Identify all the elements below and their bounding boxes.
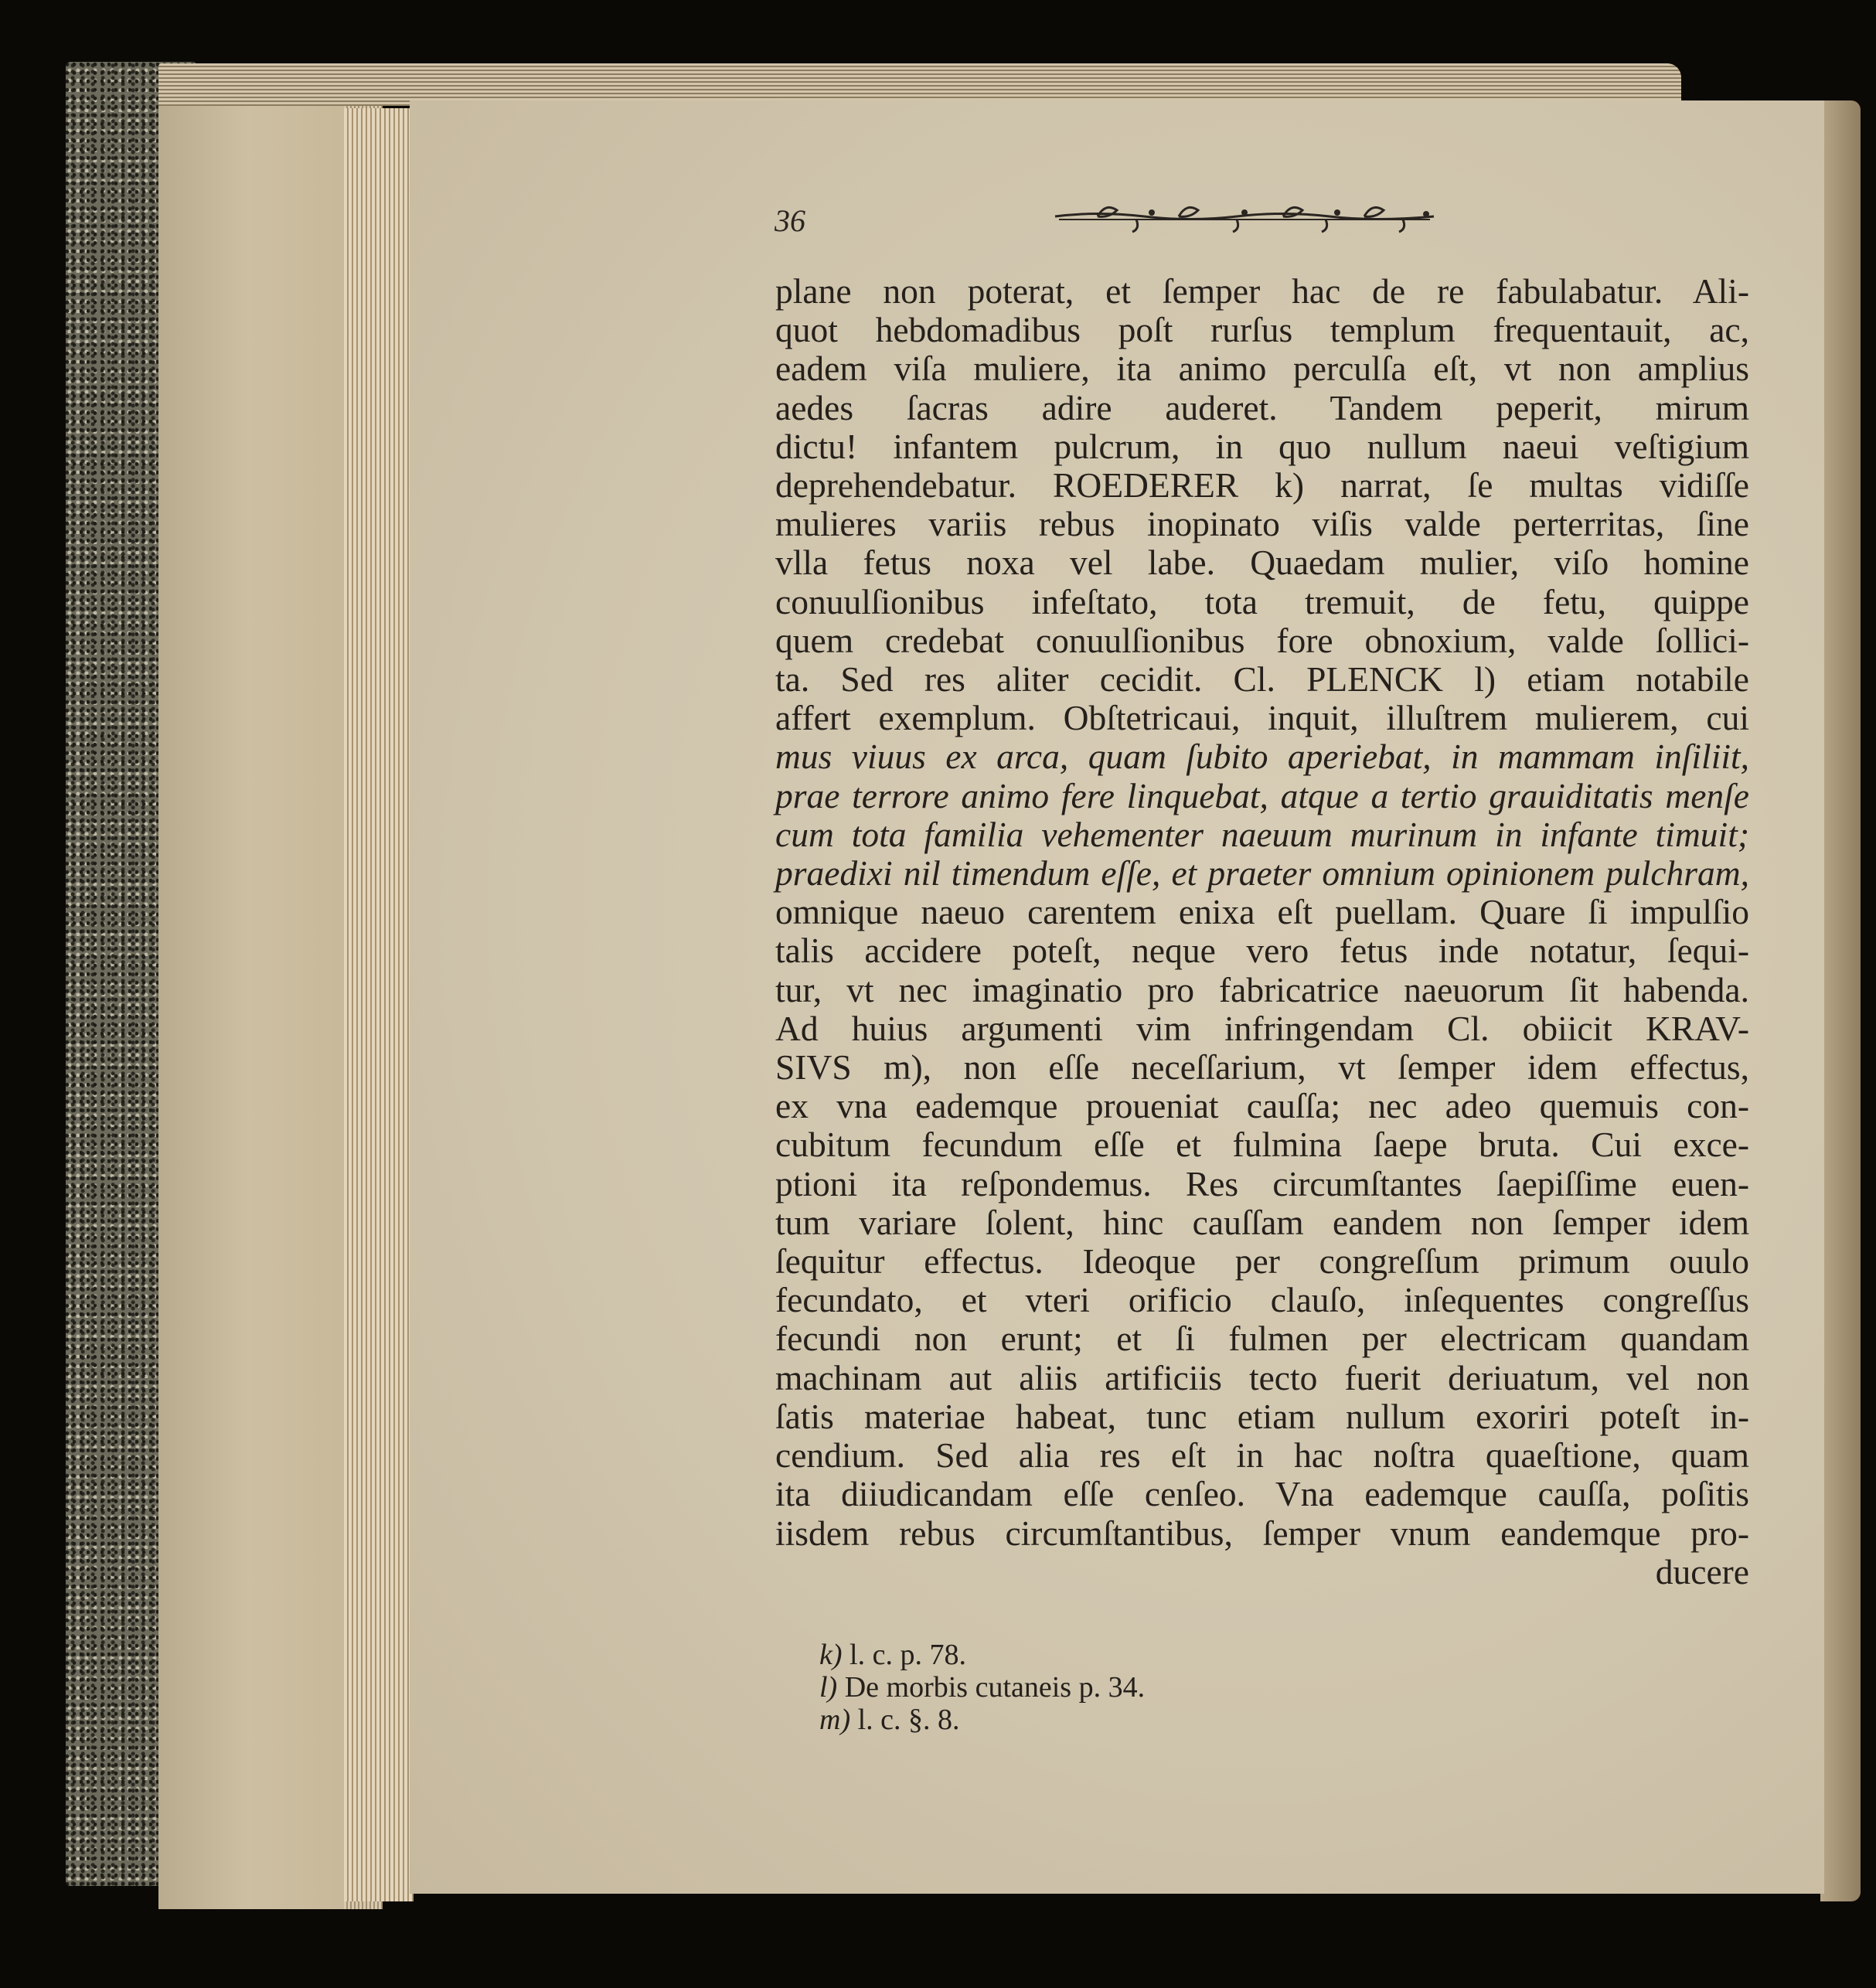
text-line: conuulſionibus infeſtato, tota tremuit, de fetu, quippe xyxy=(775,581,1749,621)
text-line: tum variare ſolent, hinc cauſſam eandem non ſemper idem xyxy=(775,1202,1749,1242)
text-line: ptioni ita reſpondemus. Res circumſtantes ſaepiſſime euen- xyxy=(775,1163,1749,1203)
text-line: plane non poterat, et ſemper hac de re fabulabatur. Ali- xyxy=(775,271,1749,311)
footnotes xyxy=(819,1639,1145,1736)
text-line: vlla fetus noxa vel labe. Quaedam mulier, viſo homine xyxy=(775,543,1749,583)
body-text xyxy=(775,272,1749,1591)
vine-ornament-icon xyxy=(1051,197,1438,236)
text-line: ex vna eademque proueniat cauſſa; nec adeo quemuis con- xyxy=(775,1086,1749,1126)
text-line: cubitum fecundum eſſe et fulmina ſaepe bruta. Cui exce- xyxy=(775,1125,1749,1165)
footnote-l xyxy=(819,1671,1145,1704)
text-line: fecundato, et vteri orificio clauſo, inſequentes congreſſus xyxy=(775,1280,1749,1320)
text-line: ita diiudicandam eſſe cenſeo. Vna eademque cauſſa, poſitis xyxy=(775,1474,1749,1514)
footnote-m xyxy=(819,1704,1145,1736)
text-line: quot hebdomadibus poſt rurſus templum frequentauit, ac, xyxy=(775,310,1749,350)
text-line: ta. Sed res aliter cecidit. Cl. PLENCK l) etiam notabile xyxy=(775,659,1749,700)
text-line: quem credebat conuulſionibus fore obnoxium, valde ſollici- xyxy=(775,620,1749,660)
text-line: affert exemplum. Obſtetricaui, inquit, illuſtrem mulierem, cui xyxy=(775,698,1749,738)
top-page-edges xyxy=(158,63,1681,106)
text-line: tur, vt nec imaginatio pro fabricatrice naeuorum ſit habenda. xyxy=(775,969,1749,1009)
footnote-marker: k) xyxy=(819,1639,843,1671)
footnote-text: De morbis cutaneis p. 34. xyxy=(844,1671,1146,1704)
footnote-text: l. c. §. 8. xyxy=(857,1704,960,1736)
text-line: mulieres variis rebus inopinato viſis valde perterritas, ſine xyxy=(775,504,1749,544)
text-line: dictu! infantem pulcrum, in quo nullum naeui veſtigium xyxy=(775,426,1749,466)
footnote-marker: m) xyxy=(819,1704,851,1736)
footnote-marker: l) xyxy=(819,1671,838,1704)
text-line: aedes ſacras adire auderet. Tandem peperit, mirum xyxy=(775,387,1749,427)
text-line: talis accidere poteſt, neque vero fetus inde notatur, ſequi- xyxy=(775,931,1749,971)
catchword: ducere xyxy=(1655,1551,1749,1591)
quote-line: praedixi nil timendum eſſe, et praeter omnium opinionem pulchram, xyxy=(775,853,1749,894)
text-line: SIVS m), non eſſe neceſſarium, vt ſemper idem effectus, xyxy=(775,1047,1749,1088)
footnote-k xyxy=(819,1639,1145,1671)
right-page-edges xyxy=(1820,100,1861,1901)
text-line: fecundi non erunt; et ſi fulmen per electricam quandam xyxy=(775,1319,1749,1359)
page-stack-edge xyxy=(344,108,414,1901)
footnote-text: l. c. p. 78. xyxy=(849,1639,966,1671)
text-line: deprehendebatur. ROEDERER k) narrat, ſe multas vidiſſe xyxy=(775,465,1749,506)
text-line: iisdem rebus circumſtantibus, ſemper vnum eandemque pro- xyxy=(775,1513,1749,1553)
quote-line: mus viuus ex arca, quam ſubito aperiebat, in mammam inſiliit, xyxy=(775,737,1749,777)
text-line: omnique naeuo carentem enixa eſt puellam. Quare ſi impulſio xyxy=(775,892,1749,932)
page-number: 36 xyxy=(775,203,805,238)
text-line: machinam aut aliis artificiis tecto fuerit deriuatum, vel non xyxy=(775,1357,1749,1397)
text-line: ſatis materiae habeat, tunc etiam nullum exoriri poteſt in- xyxy=(775,1396,1749,1436)
quote-line: cum tota familia vehementer naeuum murinum in infante timuit; xyxy=(775,814,1749,854)
text-line: cendium. Sed alia res eſt in hac noſtra quaeſtione, quam xyxy=(775,1435,1749,1476)
text-line: ſequitur effectus. Ideoque per congreſſum primum ouulo xyxy=(775,1241,1749,1282)
text-line: Ad huius argumenti vim infringendam Cl. obiicit KRAV- xyxy=(775,1008,1749,1048)
text-line: eadem viſa muliere, ita animo perculſa eſt, vt non amplius xyxy=(775,349,1749,389)
quote-line: prae terrore animo fere linquebat, atque a tertio grauiditatis menſe xyxy=(775,775,1749,815)
